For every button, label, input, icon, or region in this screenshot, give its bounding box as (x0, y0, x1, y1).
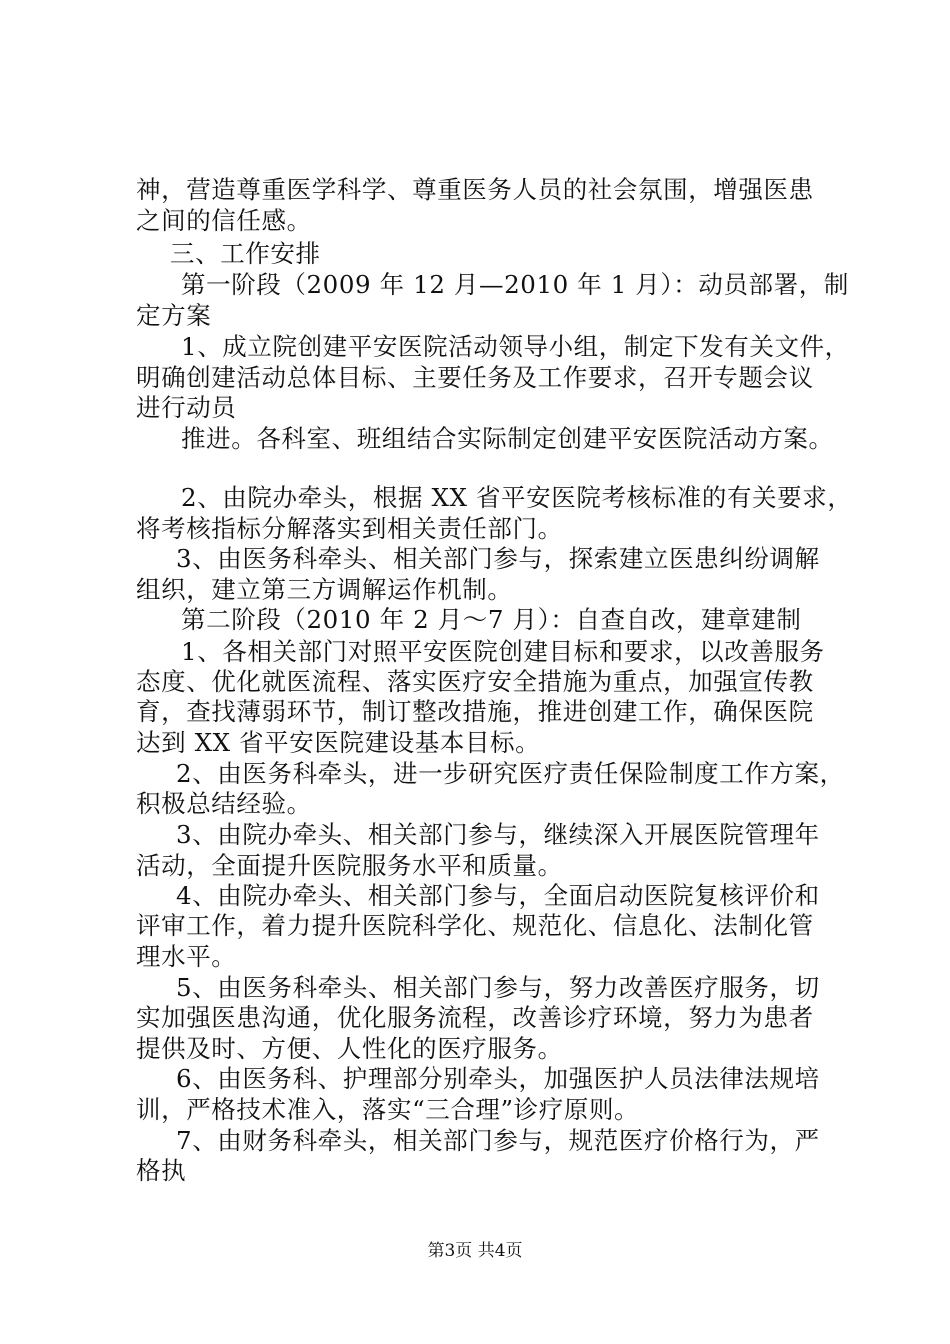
body-line: 活动，全面提升医院服务水平和质量。 (136, 851, 563, 880)
body-line: 积极总结经验。 (136, 789, 312, 818)
body-line: 神，营造尊重医学科学、尊重医务人员的社会氛围，增强医患 (136, 175, 814, 204)
body-line: 2、由医务科牵头，进一步研究医疗责任保险制度工作方案， (176, 759, 845, 788)
body-line: 3、由医务科牵头、相关部门参与，探索建立医患纠纷调解 (176, 544, 820, 573)
body-line: 进行动员 (136, 393, 237, 422)
body-line: 组织，建立第三方调解运作机制。 (136, 575, 513, 604)
body-line: 训，严格技术准入，落实“三合理”诊疗原则。 (136, 1095, 640, 1124)
body-line: 理水平。 (136, 942, 237, 971)
body-line: 2、由院办牵头，根据 XX 省平安医院考核标准的有关要求， (181, 483, 853, 512)
stage-heading: 定方案 (136, 301, 212, 330)
body-line: 将考核指标分解落实到相关责任部门。 (136, 514, 563, 543)
body-line: 4、由院办牵头、相关部门参与，全面启动医院复核评价和 (176, 881, 820, 910)
stage-heading: 第一阶段（2009 年 12 月—2010 年 1 月）：动员部署，制 (181, 270, 849, 299)
body-line: 达到 XX 省平安医院建设基本目标。 (136, 728, 541, 757)
body-line: 5、由医务科牵头、相关部门参与，努力改善医疗服务，切 (176, 973, 820, 1002)
body-line: 7、由财务科牵头，相关部门参与，规范医疗价格行为，严 (176, 1126, 820, 1155)
body-line: 评审工作，着力提升医院科学化、规范化、信息化、法制化管 (136, 911, 814, 940)
body-line: 之间的信任感。 (136, 206, 312, 235)
body-line: 6、由医务科、护理部分别牵头，加强医护人员法律法规培 (176, 1064, 820, 1093)
body-line: 明确创建活动总体目标、主要任务及工作要求，召开专题会议 (136, 363, 814, 392)
body-line: 推进。各科室、班组结合实际制定创建平安医院活动方案。 (181, 424, 834, 453)
stage-heading: 第二阶段（2010 年 2 月～7 月）：自查自改，建章建制 (181, 605, 802, 634)
body-line: 提供及时、方便、人性化的医疗服务。 (136, 1034, 563, 1063)
body-line: 1、各相关部门对照平安医院创建目标和要求，以改善服务 (181, 637, 825, 666)
page-number-footer: 第3页 共4页 (427, 1241, 523, 1261)
body-line: 育，查找薄弱环节，制订整改措施，推进创建工作，确保医院 (136, 697, 814, 726)
body-line: 态度、优化就医流程、落实医疗安全措施为重点，加强宣传教 (136, 667, 814, 696)
section-heading: 三、工作安排 (170, 239, 321, 268)
body-line: 3、由院办牵头、相关部门参与，继续深入开展医院管理年 (176, 820, 820, 849)
body-line: 格执 (136, 1156, 187, 1185)
body-line: 1、成立院创建平安医院活动领导小组，制定下发有关文件， (181, 332, 850, 361)
body-line: 实加强医患沟通，优化服务流程，改善诊疗环境，努力为患者 (136, 1003, 814, 1032)
